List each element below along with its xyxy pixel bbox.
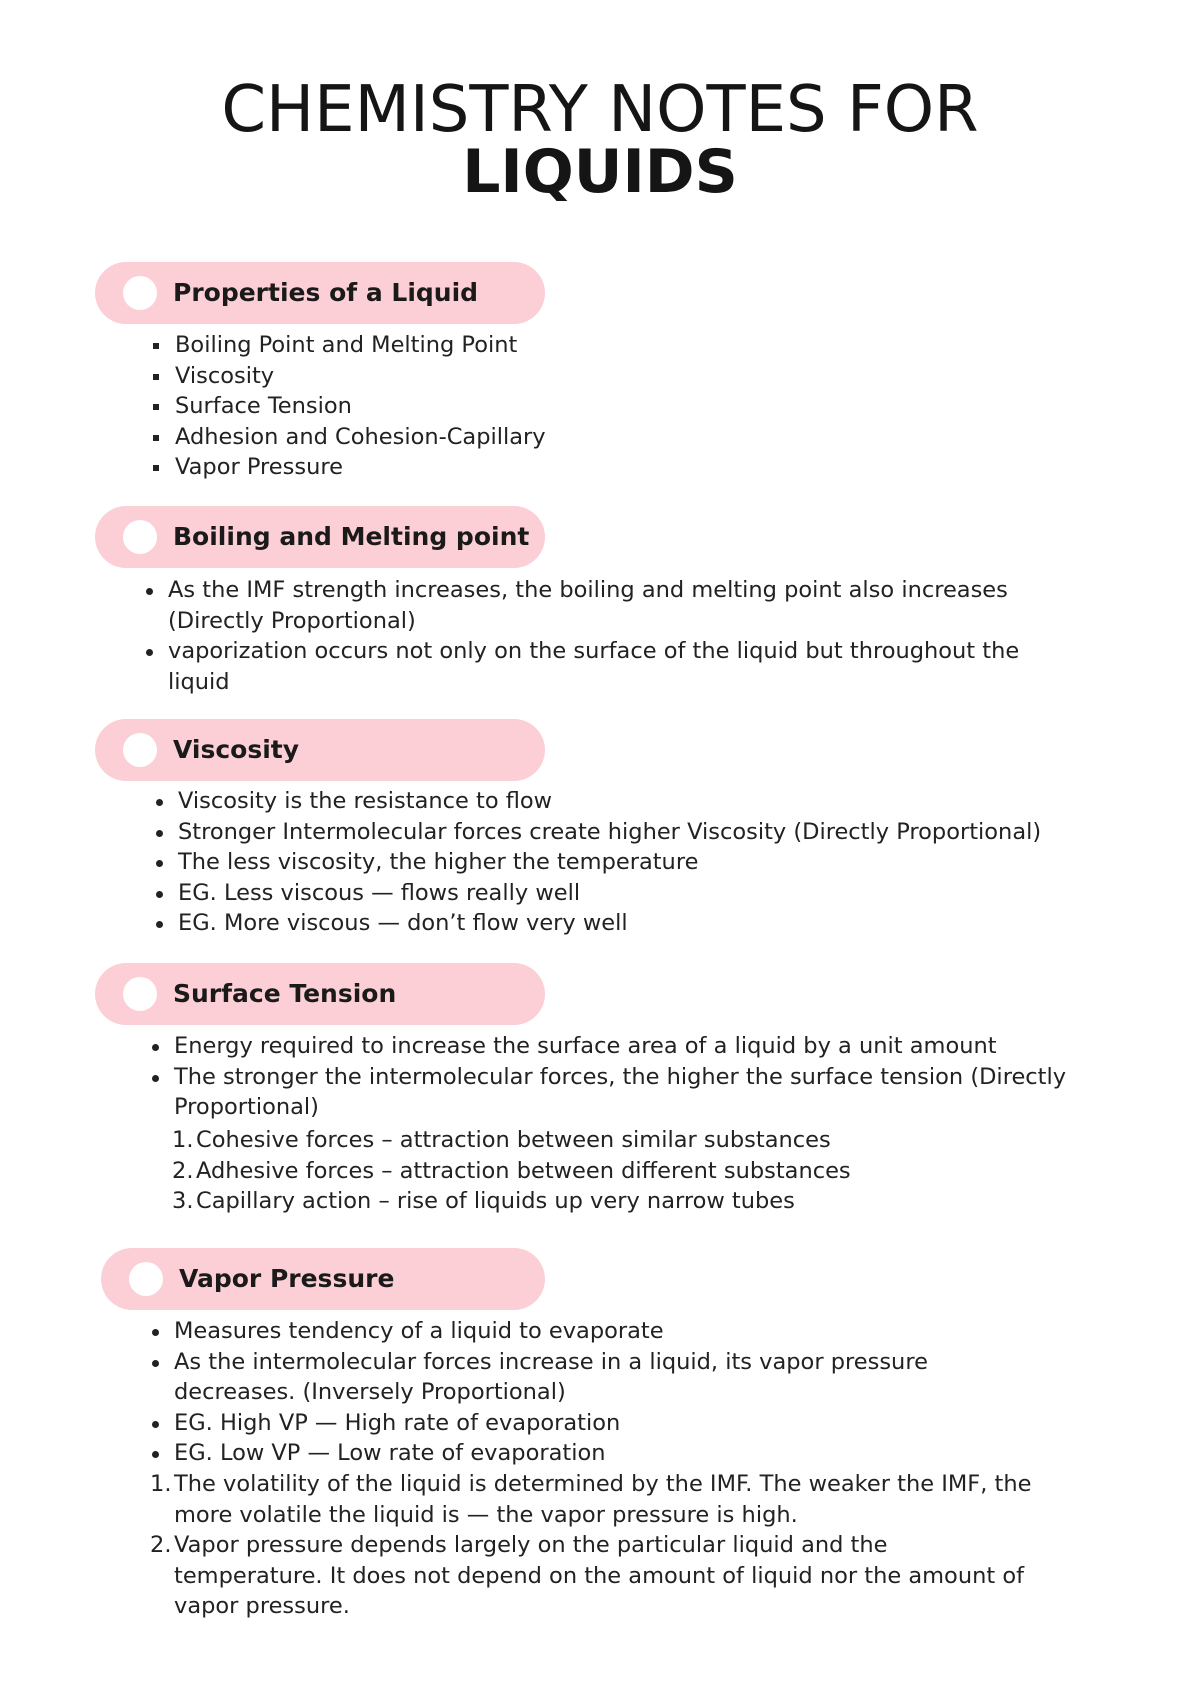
list-item: EG. High VP — High rate of evaporation [174,1408,1014,1439]
circle-icon [129,1262,163,1296]
properties-list [175,330,1075,483]
surface-numbered-list [172,1125,1076,1217]
list-item: Surface Tension [175,391,1075,422]
page-title [0,73,1200,207]
section-heading: Boiling and Melting point [173,522,530,551]
item-text: Vapor pressure depends largely on the particular liquid and the temperature. It does not depend on the amount of liquid nor the amount of vapor pressure. [174,1532,1025,1619]
list-item: EG. More viscous — don’t flow very well [178,908,1098,939]
section-header-vapor-pressure [101,1248,545,1310]
list-item: As the IMF strength increases, the boiling and melting point also increases (Directly Proportional) [168,575,1078,636]
list-item: The less viscosity, the higher the temperature [178,847,1098,878]
item-number: 3. [172,1188,194,1214]
item-number: 2. [172,1157,194,1184]
title-line-1: CHEMISTRY NOTES FOR [221,73,979,147]
section-header-properties [95,262,545,324]
list-item: Energy required to increase the surface area of a liquid by a unit amount [174,1031,1084,1062]
item-number: 2. [150,1532,172,1558]
item-text: Cohesive forces – attraction between similar substances [196,1127,831,1153]
list-item: Measures tendency of a liquid to evaporate [174,1316,1014,1347]
section-header-surface-tension [95,963,545,1025]
section-heading: Viscosity [173,735,300,764]
list-item: vaporization occurs not only on the surface of the liquid but throughout the liquid [168,636,1078,697]
list-item: Boiling Point and Melting Point [175,330,1075,361]
list-item: As the intermolecular forces increase in a liquid, its vapor pressure decreases. (Inversely Proportional) [174,1347,1014,1408]
boiling-list [168,575,1078,697]
numbered-item [172,1186,1076,1217]
viscosity-list [178,786,1098,939]
surface-list [174,1031,1084,1123]
item-text: Capillary action – rise of liquids up very narrow tubes [196,1188,795,1214]
numbered-item [172,1156,1076,1187]
section-heading: Properties of a Liquid [173,278,479,307]
numbered-item [150,1530,1034,1622]
vapor-numbered-list [150,1469,1034,1622]
section-heading: Surface Tension [173,979,397,1008]
section-heading: Vapor Pressure [179,1264,395,1293]
section-header-boiling [95,506,545,568]
numbered-item [172,1125,1076,1156]
circle-icon [123,520,157,554]
title-line-2: LIQUIDS [462,137,738,207]
item-text: The volatility of the liquid is determined by the IMF. The weaker the IMF, the more volatile the liquid is — the vapor pressure is high. [174,1471,1032,1528]
list-item: Stronger Intermolecular forces create higher Viscosity (Directly Proportional) [178,817,1098,848]
circle-icon [123,977,157,1011]
item-number: 1. [150,1471,172,1497]
list-item: EG. Less viscous — flows really well [178,878,1098,909]
list-item: The stronger the intermolecular forces, the higher the surface tension (Directly Proportional) [174,1062,1084,1123]
item-text: Adhesive forces – attraction between different substances [196,1157,851,1184]
circle-icon [123,733,157,767]
section-header-viscosity [95,719,545,781]
list-item: Vapor Pressure [175,452,1075,483]
list-item: EG. Low VP — Low rate of evaporation [174,1438,1014,1469]
list-item: Adhesion and Cohesion-Capillary [175,422,1075,453]
vapor-list [174,1316,1014,1469]
numbered-item [150,1469,1034,1530]
list-item: Viscosity [175,361,1075,392]
list-item: Viscosity is the resistance to flow [178,786,1098,817]
item-number: 1. [172,1127,194,1153]
circle-icon [123,276,157,310]
